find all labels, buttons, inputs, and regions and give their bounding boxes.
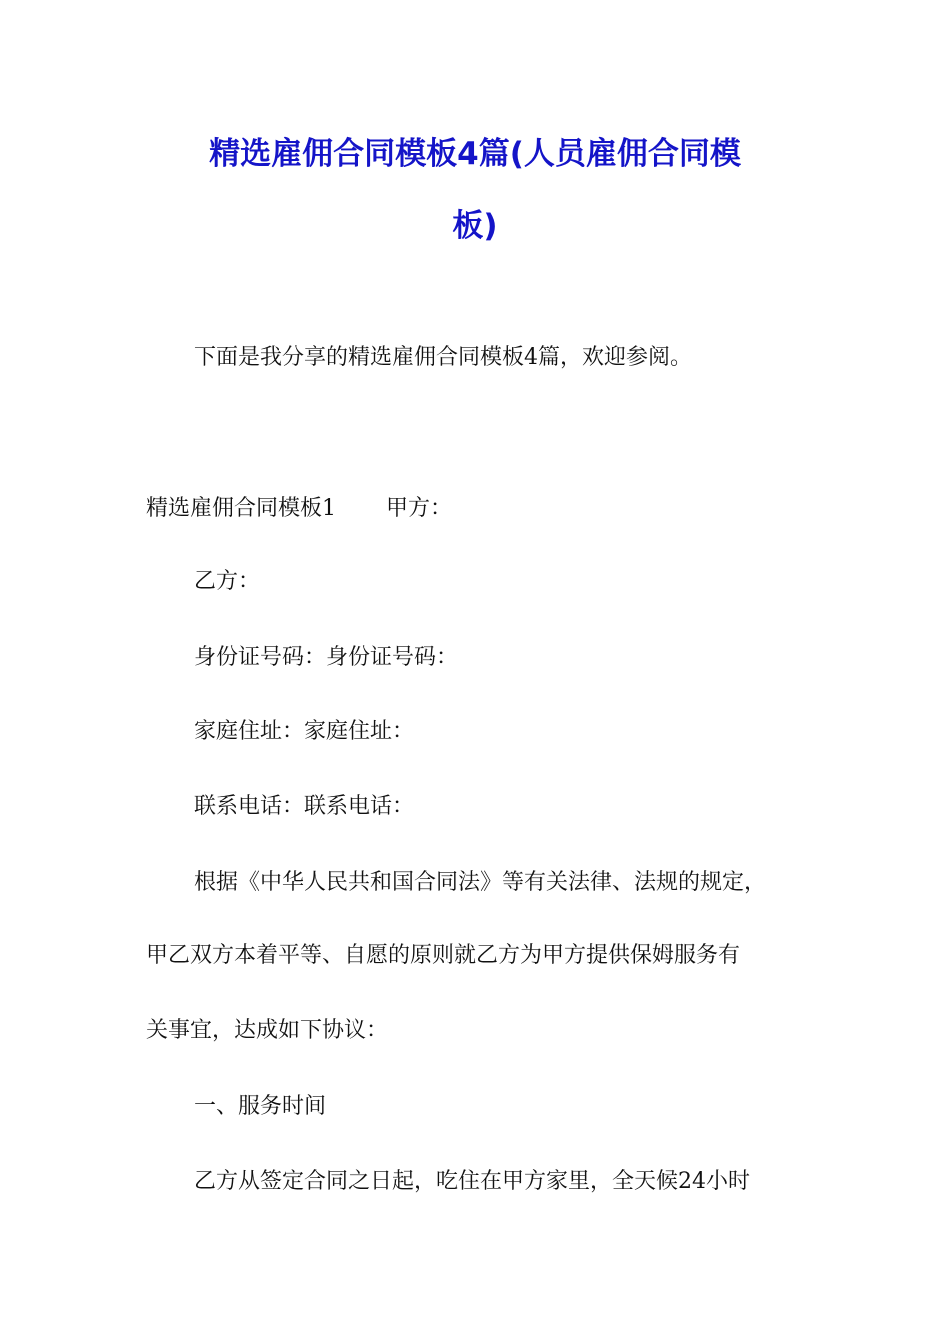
id-number-label: 身份证号码：身份证号码： [194,645,459,670]
clause-1-text: 乙方从签定合同之日起，吃住在甲方家里，全天候24小时 [194,1169,750,1194]
body-paragraph-line-3: 关事宜，达成如下协议： [146,1018,389,1043]
party-a-label: 甲方： [386,496,453,521]
section-heading: 精选雇佣合同模板1 [146,496,336,521]
clause-1-heading: 一、服务时间 [194,1094,327,1119]
phone-label: 联系电话：联系电话： [194,794,415,819]
body-paragraph-line-1: 根据《中华人民共和国合同法》等有关法律、法规的规定， [194,870,767,895]
document-title-line-2: 板) [452,208,498,244]
body-paragraph-line-2: 甲乙双方本着平等、自愿的原则就乙方为甲方提供保姆服务有 [146,943,741,968]
document-title-line-1: 精选雇佣合同模板4篇(人员雇佣合同模 [209,136,741,172]
intro-paragraph: 下面是我分享的精选雇佣合同模板4篇，欢迎参阅。 [194,345,692,370]
home-address-label: 家庭住址：家庭住址： [194,719,415,744]
section-heading-row [146,494,452,524]
party-b-label: 乙方： [194,569,261,594]
